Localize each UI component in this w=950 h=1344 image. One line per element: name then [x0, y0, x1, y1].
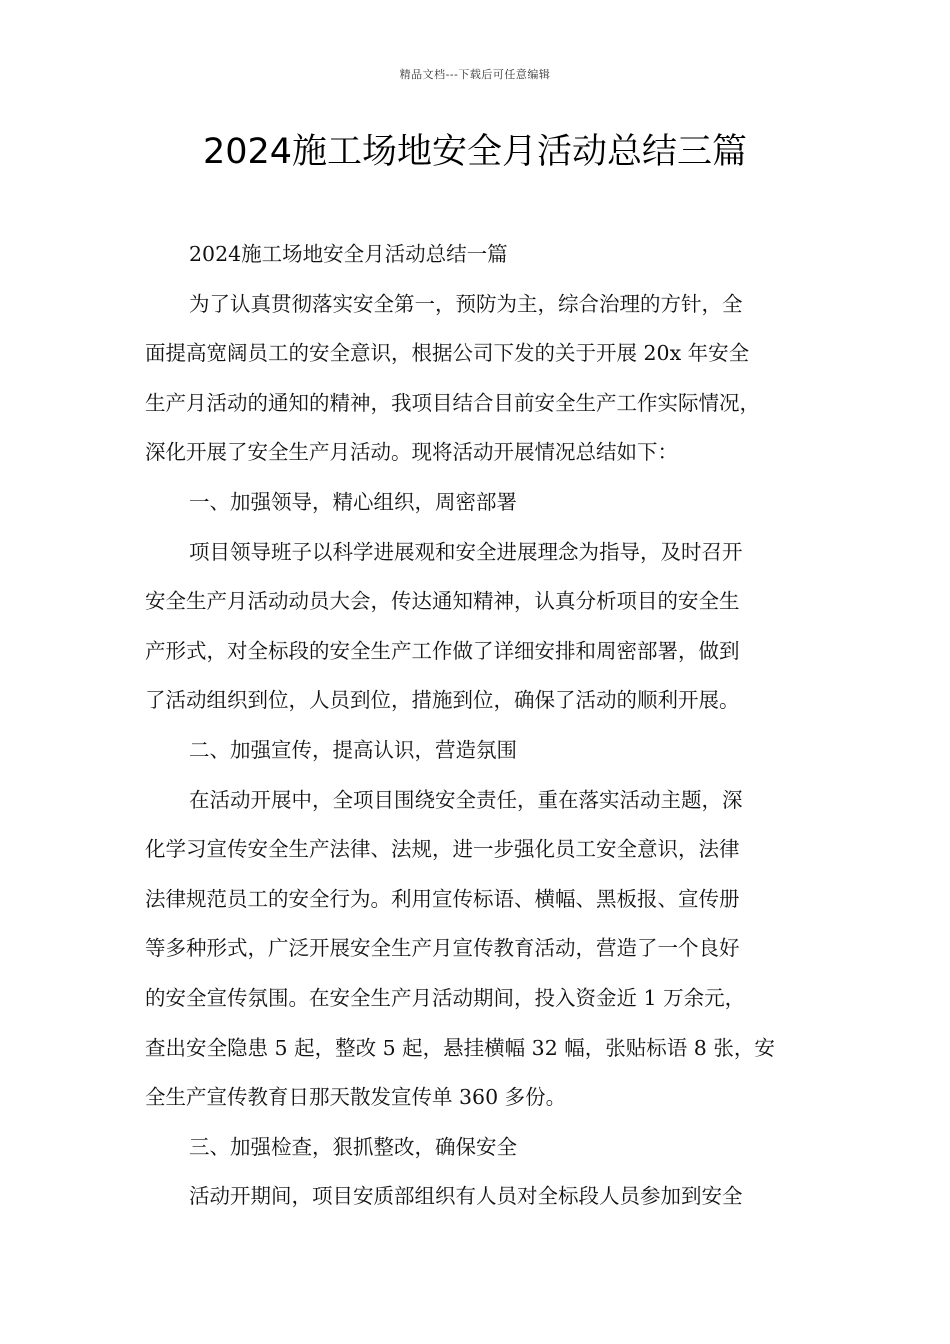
body-line: 了活动组织到位，人员到位，措施到位，确保了活动的顺利开展。 [145, 688, 740, 713]
body-line: 查出安全隐患 5 起，整改 5 起，悬挂横幅 32 幅，张贴标语 8 张，安 [145, 1035, 775, 1060]
body-line: 三、加强检查，狠抓整改，确保安全 [189, 1134, 517, 1159]
body-line: 为了认真贯彻落实安全第一，预防为主，综合治理的方针，全 [189, 291, 743, 316]
body-line: 生产月活动的通知的精神，我项目结合目前安全生产工作实际情况， [145, 390, 760, 415]
body-line: 全生产宣传教育日那天散发宣传单 360 多份。 [145, 1085, 567, 1110]
body-line: 在活动开展中，全项目围绕安全责任，重在落实活动主题，深 [189, 787, 743, 812]
body-line: 等多种形式，广泛开展安全生产月宣传教育活动，营造了一个良好 [145, 936, 740, 961]
body-line: 2024施工场地安全月活动总结一篇 [189, 242, 508, 266]
body-line: 化学习宣传安全生产法律、法规，进一步强化员工安全意识，法律 [145, 837, 740, 862]
body-line: 活动开期间，项目安质部组织有人员对全标段人员参加到安全 [189, 1184, 743, 1209]
document-title: 2024施工场地安全月活动总结三篇 [202, 132, 748, 172]
body-line: 法律规范员工的安全行为。利用宣传标语、横幅、黑板报、宣传册 [145, 886, 740, 911]
body-line: 产形式，对全标段的安全生产工作做了详细安排和周密部署，做到 [145, 638, 740, 663]
body-line: 安全生产月活动动员大会，传达通知精神，认真分析项目的安全生 [145, 589, 740, 614]
body-line: 二、加强宣传，提高认识，营造氛围 [189, 737, 517, 762]
body-line: 深化开展了安全生产月活动。现将活动开展情况总结如下： [145, 440, 678, 465]
body-line: 一、加强领导，精心组织，周密部署 [189, 489, 517, 514]
body-line: 的安全宣传氛围。在安全生产月活动期间，投入资金近 1 万余元， [145, 985, 746, 1010]
document-body [145, 230, 807, 1222]
body-line: 项目领导班子以科学进展观和安全进展理念为指导，及时召开 [189, 539, 743, 564]
body-line: 面提高宽阔员工的安全意识，根据公司下发的关于开展 20x 年安全 [145, 341, 750, 366]
header-note: 精品文档---下载后可任意编辑 [399, 68, 551, 81]
